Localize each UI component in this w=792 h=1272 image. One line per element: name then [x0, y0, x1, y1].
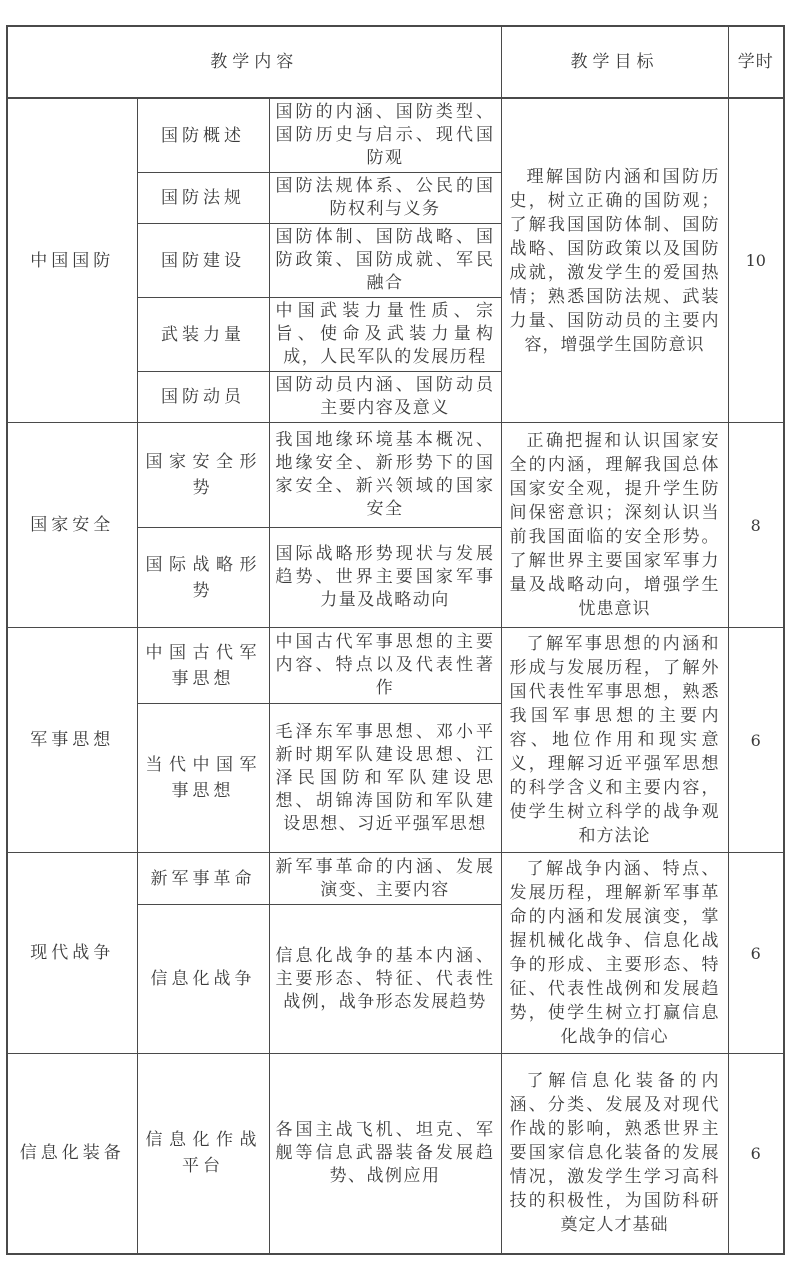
hours-cell: 10 [728, 98, 784, 423]
objective-cell: 了解战争内涵、特点、发展历程，理解新军事革命的内涵和发展演变，掌握机械化战争、信息化战争的形成、主要形态、特征、代表性战例和发展趋势，使学生树立打赢信息化战争的信心 [501, 853, 728, 1054]
topic-cell: 国际战略形势 [137, 528, 269, 628]
topic-cell: 国防建设 [137, 224, 269, 298]
category-cell: 中国国防 [7, 98, 137, 423]
objective-cell: 了解军事思想的内涵和形成与发展历程，了解外国代表性军事思想，熟悉我国军事思想的主要内容、地位作用和现实意义，理解习近平强军思想的科学含义和主要内容，使学生树立科学的战争观和方法论 [501, 628, 728, 853]
content-cell: 新军事革命的内涵、发展演变、主要内容 [269, 853, 501, 905]
topic-cell: 武装力量 [137, 298, 269, 372]
content-cell: 国防动员内涵、国防动员主要内容及意义 [269, 372, 501, 423]
content-cell: 国防的内涵、国防类型、国防历史与启示、现代国防观 [269, 98, 501, 173]
curriculum-table [6, 25, 785, 1255]
content-cell: 各国主战飞机、坦克、军舰等信息武器装备发展趋势、战例应用 [269, 1054, 501, 1254]
topic-cell: 国防法规 [137, 173, 269, 224]
content-cell: 信息化战争的基本内涵、主要形态、特征、代表性战例，战争形态发展趋势 [269, 905, 501, 1054]
hours-cell: 6 [728, 1054, 784, 1254]
content-cell: 我国地缘环境基本概况、地缘安全、新形势下的国家安全、新兴领域的国家安全 [269, 423, 501, 528]
table-row [7, 1054, 784, 1254]
content-cell: 国防体制、国防战略、国防政策、国防成就、军民融合 [269, 224, 501, 298]
objective-cell: 正确把握和认识国家安全的内涵，理解我国总体国家安全观，提升学生防间保密意识；深刻认识当前我国面临的安全形势。了解世界主要国家军事力量及战略动向，增强学生忧患意识 [501, 423, 728, 628]
content-cell: 国际战略形势现状与发展趋势、世界主要国家军事力量及战略动向 [269, 528, 501, 628]
topic-cell: 新军事革命 [137, 853, 269, 905]
table-header-row [7, 26, 784, 98]
content-cell: 国防法规体系、公民的国防权利与义务 [269, 173, 501, 224]
hours-cell: 6 [728, 628, 784, 853]
header-teaching-objective: 教学目标 [501, 26, 728, 98]
content-cell: 中国古代军事思想的主要内容、特点以及代表性著作 [269, 628, 501, 704]
hours-cell: 8 [728, 423, 784, 628]
topic-cell: 信息化作战平台 [137, 1054, 269, 1254]
topic-cell: 国防概述 [137, 98, 269, 173]
content-cell: 中国武装力量性质、宗旨、使命及武装力量构成，人民军队的发展历程 [269, 298, 501, 372]
category-cell: 国家安全 [7, 423, 137, 628]
table-row [7, 98, 784, 173]
category-cell: 信息化装备 [7, 1054, 137, 1254]
topic-cell: 当代中国军事思想 [137, 704, 269, 853]
topic-cell: 国防动员 [137, 372, 269, 423]
topic-cell: 中国古代军事思想 [137, 628, 269, 704]
topic-cell: 国家安全形势 [137, 423, 269, 528]
objective-cell: 了解信息化装备的内涵、分类、发展及对现代作战的影响，熟悉世界主要国家信息化装备的发展情况，激发学生学习高科技的积极性，为国防科研奠定人才基础 [501, 1054, 728, 1254]
topic-cell: 信息化战争 [137, 905, 269, 1054]
table-row [7, 423, 784, 528]
content-cell: 毛泽东军事思想、邓小平新时期军队建设思想、江泽民国防和军队建设思想、胡锦涛国防和军队建设思想、习近平强军思想 [269, 704, 501, 853]
header-teaching-content: 教学内容 [7, 26, 501, 98]
category-cell: 现代战争 [7, 853, 137, 1054]
table-row [7, 628, 784, 704]
table-row [7, 853, 784, 905]
header-hours: 学时 [728, 26, 784, 98]
hours-cell: 6 [728, 853, 784, 1054]
category-cell: 军事思想 [7, 628, 137, 853]
objective-cell: 理解国防内涵和国防历史，树立正确的国防观；了解我国国防体制、国防战略、国防政策以及国防成就，激发学生的爱国热情；熟悉国防法规、武装力量、国防动员的主要内容，增强学生国防意识 [501, 98, 728, 423]
